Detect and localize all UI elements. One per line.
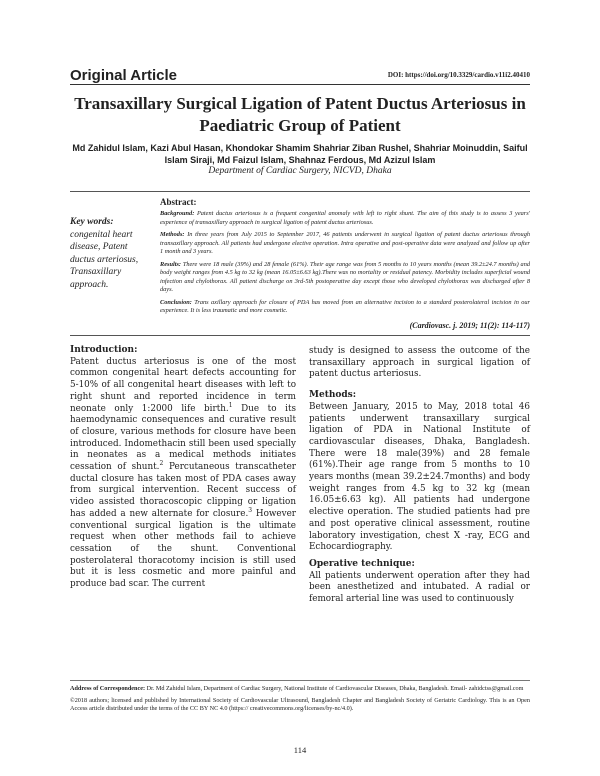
abstract-conclusion-label: Conclusion: bbox=[160, 298, 192, 306]
abstract-methods-label: Methods: bbox=[160, 231, 185, 238]
abstract-background-text: Patent ductus arteriosus is a frequent congenital anomaly with left to right shunt. The aim of this study is to assess 3 years' experience of transaxillary approach in surgical ligation of patent ductus arteriosus. bbox=[160, 210, 531, 226]
abstract-results-text: There were 18 male (39%) and 28 female (61%). Their age range was from 5 months to 10 years months (mean 39.2±24.7 months) and body weight ranges from 4.5 kg to 32 kg (mean 16.05±6.63 kg).There was no mortality or residual patency. Morbidity includes superficial wound infection and chylothorax. All patient discharge on 3rd-5th postoperative day except those who developed chylothorax was discharged after 8 days. bbox=[160, 260, 530, 293]
abstract-results-label: Results: bbox=[160, 260, 181, 268]
introduction-paragraph bbox=[70, 357, 296, 591]
article-title: Transaxillary Surgical Ligation of Patent Ductus Arteriosus in Paediatric Group of Patient bbox=[74, 94, 526, 135]
abstract-background bbox=[160, 210, 530, 227]
left-column bbox=[70, 345, 296, 591]
abstract-bottom-divider bbox=[70, 335, 530, 336]
correspondence-address bbox=[70, 685, 530, 694]
abstract-body bbox=[160, 210, 530, 320]
intro-text-3: Percutaneous transcatheter ductal closure has taken most of PDA cases away from surgical intervention. Recent success of video assisted thoracoscopic clipping or ligation has added a new alternate for closure. bbox=[70, 462, 296, 519]
methods-heading: Methods: bbox=[309, 390, 357, 401]
abstract-heading: Abstract: bbox=[160, 197, 197, 207]
intro-text-2: Due to its haemodynamic consequences and curative result of closure, various methods for closure have been introduced. Indomethacin still been used specially in neonates as a medical methods initiates cessation of shunt. bbox=[70, 403, 296, 473]
right-column bbox=[309, 346, 530, 606]
abstract-methods-text: In three years from July 2015 to September 2017, 46 patients underwent in surgical ligation of patent ductus arteriosus through transaxillary approach. All patients had undergone elective operation. Intra operative and post-operative data were analyzed and follow up after 1 month and 3 years. bbox=[160, 231, 531, 255]
footnote bbox=[70, 685, 530, 717]
header-divider bbox=[70, 84, 530, 85]
article-type-label: Original Article bbox=[70, 67, 177, 84]
footnote-divider bbox=[70, 680, 530, 681]
abstract-background-label: Background: bbox=[160, 210, 195, 217]
keywords-text: congenital heart disease, Patent ductus arteriosus, Transaxillary approach. bbox=[70, 229, 139, 290]
abstract-top-divider bbox=[70, 191, 530, 192]
intro-text-4: However conventional surgical ligation is the ultimate request when other methods fail to achieve cessation of the shunt. Conventional posterolateral thoracotomy incision is still used but it is less cosmetic and more painful and produce bad scar. The current bbox=[70, 508, 296, 590]
license-notice: ©2018 authors; licensed and published by International Society of Cardiovascular Ultrasound, Bangladesh Chapter and Bangladesh Society of Geriatric Cardiology. This is an Open Access article distributed under the terms of the CC BY NC 4.0 (https:// creativecommons.org/licenses/by-nc/4.0). bbox=[70, 696, 530, 713]
doi-link[interactable]: DOI: https://doi.org/10.3329/cardio.v11i2.40410 bbox=[387, 71, 530, 79]
introduction-heading: Introduction: bbox=[70, 345, 138, 355]
introduction-continued: study is designed to assess the outcome of the transaxillary approach in surgical ligation of patent ductus arteriosus. bbox=[309, 346, 530, 380]
abstract-methods bbox=[160, 231, 530, 257]
reference-2[interactable]: 2 bbox=[159, 460, 164, 468]
intro-text-1: Patent ductus arteriosus is one of the most common congenital heart defects accounting for 5-10% of all congenital heart diseases with left to right shunt and reported incidence in term neonate only 1:2000 life birth. bbox=[70, 356, 296, 414]
operative-technique-heading: Operative technique: bbox=[309, 558, 415, 569]
methods-paragraph: Between January, 2015 to May, 2018 total 46 patients underwent transaxillary surgical ligation of PDA in National Institute of cardiovascular diseases, Dhaka, Bangladesh. There were 18 male(39%) and 28 female (61%).Their age range from 5 months to 10 years months (mean 39.2±24.7months) and body weight ranges from 4.5 kg to 32 kg (mean 16.05±6.63 kg). All patients had undergone elective operation. The studied patients had pre and post operative clinical assessment, routine laboratory investigation, chest X -ray, ECG and Echocardiography. bbox=[309, 401, 530, 553]
affiliation: Department of Cardiac Surgery, NICVD, Dhaka bbox=[208, 166, 392, 176]
keywords-label: Key words: bbox=[70, 217, 114, 227]
abstract-conclusion bbox=[160, 299, 530, 316]
keywords-block bbox=[70, 216, 150, 291]
abstract-conclusion-text: Trans axillary approach for closure of PDA has moved from an alternative incision to a standard posterolateral incision in our experience. It is less traumatic and more cosmetic. bbox=[160, 298, 530, 314]
operative-technique-paragraph: All patients underwent operation after they had been anesthetized and intubated. A radial or femoral arterial line was used to continuously bbox=[309, 570, 530, 605]
correspondence-text: Dr. Md Zahidul Islam, Department of Cardiac Surgery, National Institute of Cardiovascular Diseases, Dhaka, Bangladesh. Email- zahidctss@gmail.com bbox=[145, 685, 524, 692]
author-list: Md Zahidul Islam, Kazi Abul Hasan, Khondokar Shamim Shahriar Ziban Rushel, Shahriar Moinuddin, Saiful Islam Siraji, Md Faizul Islam, Shahnaz Ferdous, Md Azizul Islam bbox=[72, 143, 528, 165]
journal-citation: (Cardiovasc. j. 2019; 11(2): 114-117) bbox=[409, 321, 530, 330]
page-number: 114 bbox=[293, 745, 307, 755]
reference-3[interactable]: 3 bbox=[248, 506, 253, 514]
reference-1[interactable]: 1 bbox=[228, 401, 233, 409]
correspondence-label: Address of Correspondence: bbox=[70, 685, 146, 692]
abstract-results bbox=[160, 261, 530, 295]
